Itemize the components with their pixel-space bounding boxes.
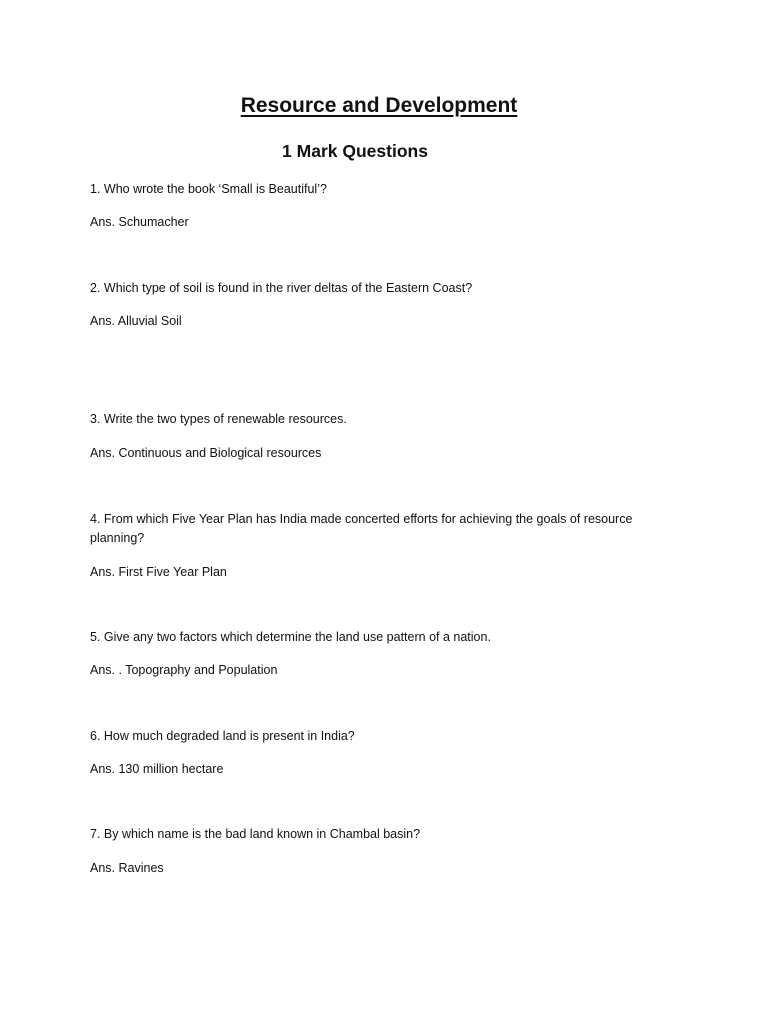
answer-4: Ans. First Five Year Plan (90, 565, 227, 579)
answer-1: Ans. Schumacher (90, 215, 189, 229)
answer-7: Ans. Ravines (90, 861, 164, 875)
question-2: 2. Which type of soil is found in the river deltas of the Eastern Coast? (90, 281, 473, 295)
question-1: 1. Who wrote the book ‘Small is Beautiful’? (90, 182, 327, 196)
answer-3: Ans. Continuous and Biological resources (90, 446, 322, 460)
answer-5: Ans. . Topography and Population (90, 663, 278, 677)
question-7: 7. By which name is the bad land known in Chambal basin? (90, 827, 421, 841)
section-heading: 1 Mark Questions (282, 141, 428, 161)
answer-2: Ans. Alluvial Soil (90, 314, 182, 328)
answer-6: Ans. 130 million hectare (90, 762, 224, 776)
question-5: 5. Give any two factors which determine the land use pattern of a nation. (90, 630, 491, 644)
question-4: 4. From which Five Year Plan has India made concerted efforts for achieving the goals of resource planning? (90, 512, 633, 545)
question-3: 3. Write the two types of renewable resources. (90, 412, 347, 426)
document-title: Resource and Development (240, 94, 518, 117)
question-6: 6. How much degraded land is present in India? (90, 729, 355, 743)
